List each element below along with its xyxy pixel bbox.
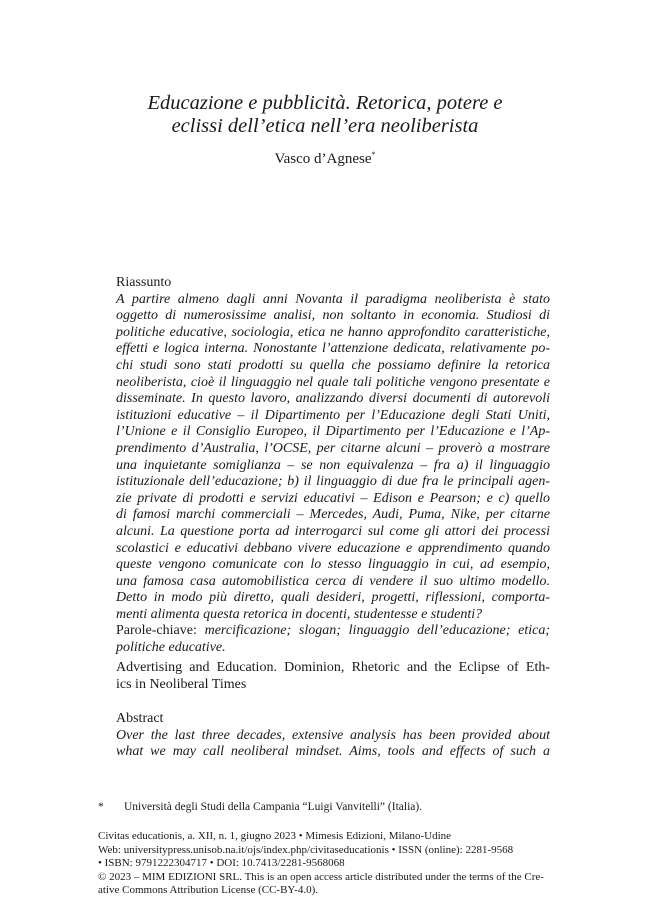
author-text: Vasco d’Agnese xyxy=(274,151,372,167)
riassunto-line: chi studi sono stati prodotti su quella che possiamo definire la retorica xyxy=(116,357,550,373)
abstract-section xyxy=(116,711,550,761)
colophon xyxy=(98,830,558,898)
abstract-line: Over the last three decades, extensive analysis has been provided about xyxy=(116,727,550,743)
riassunto-line: menti alimenta questa retorica in docenti, studentesse e studenti? xyxy=(116,606,483,622)
author-name xyxy=(60,145,590,169)
english-title-line: Advertising and Education. Dominion, Rhetoric and the Eclipse of Eth- xyxy=(116,660,550,675)
riassunto-heading: Riassunto xyxy=(116,275,172,290)
english-title xyxy=(116,660,550,693)
keywords-block xyxy=(116,623,550,656)
riassunto-line: A partire almeno dagli anni Novanta il paradigma neoliberista è stato xyxy=(116,291,550,307)
riassunto-line: politiche educative, sociologia, etica ne hanno approfondito caratteristiche, xyxy=(116,324,550,340)
riassunto-line: scolastici e educativi debbano vivere educazione e apprendimento quando xyxy=(116,540,550,556)
riassunto-line: una famosa casa automobilistica cerca di vendere il suo ultimo modello. xyxy=(116,573,550,589)
keywords-line xyxy=(116,623,550,640)
colophon-line: © 2023 – MIM EDIZIONI SRL. This is an open access article distributed under the terms of the Cre- xyxy=(98,870,544,883)
footnote xyxy=(98,800,558,814)
riassunto-line: zie private di prodotti e servizi educativi – Edison e Pearson; e c) quello xyxy=(116,490,550,506)
riassunto-text xyxy=(116,292,550,624)
title-line: Educazione e pubblicità. Retorica, potere e xyxy=(147,92,503,114)
riassunto-section xyxy=(116,275,550,657)
colophon-line: Web: universitypress.unisob.na.it/ojs/index.php/civitaseducationis • ISSN (online): 2281-9568 xyxy=(98,843,514,856)
riassunto-line: di famosi marchi commerciali – Mercedes, Audi, Puma, Nike, per citarne xyxy=(116,507,550,523)
keywords-label: Parole-chiave: xyxy=(116,623,197,639)
colophon-line: • ISBN: 9791222304717 • DOI: 10.7413/2281-9568068 xyxy=(98,857,345,870)
riassunto-line: prendimento d’Australia, l’OCSE, per citarne alcuni – proverò a mostrare xyxy=(116,440,550,456)
riassunto-line: una inquietante somiglianza – se non equivalenza – fra a) il linguaggio xyxy=(116,457,550,473)
riassunto-line: alcuni. La questione porta ad interrogarci sul come gli attori dei processi xyxy=(116,523,550,539)
colophon-line: Civitas educationis, a. XII, n. 1, giugno 2023 • Mimesis Edizioni, Milano-Udine xyxy=(98,830,452,842)
riassunto-line: disseminate. In questo lavoro, analizzando diversi documenti di autorevoli xyxy=(116,391,550,407)
author-footnote-mark: * xyxy=(371,150,376,159)
riassunto-line: istituzionale dell’educazione; b) il linguaggio di due fra le principali agen- xyxy=(116,474,550,490)
riassunto-line: istituzioni educative – il Dipartimento per l’Educazione degli Stati Uniti, xyxy=(116,407,550,423)
riassunto-line: neoliberista, cioè il linguaggio nel quale tali politiche vengono presentate e xyxy=(116,374,550,390)
riassunto-line: effetti e logica interna. Nonostante l’attenzione dedicata, relativamente po- xyxy=(116,341,550,357)
riassunto-line: queste vengono comunicate con lo stesso linguaggio in cui, ad esempio, xyxy=(116,557,550,573)
keywords-list-cont: politiche educative. xyxy=(116,640,226,656)
riassunto-line: Detto in modo più diretto, quali desideri, progetti, riflessioni, comporta- xyxy=(116,590,550,606)
riassunto-line: l’Unione e il Consiglio Europeo, il Dipartimento per l’Educazione e l’Ap- xyxy=(116,424,550,440)
abstract-line: what we may call neoliberal mindset. Aims, tools and effects of such a xyxy=(116,744,550,760)
abstract-heading: Abstract xyxy=(116,711,164,726)
colophon-line: ative Commons Attribution License (CC-BY-4.0). xyxy=(98,884,318,897)
footnote-mark: * xyxy=(98,801,104,813)
riassunto-line: oggetto di numerosissime analisi, non soltanto in economia. Studiosi di xyxy=(116,308,550,324)
footnote-text: Università degli Studi della Campania “Luigi Vanvitelli” (Italia). xyxy=(124,801,423,813)
keywords-list: mercificazione; slogan; linguaggio dell’educazione; etica; xyxy=(204,623,550,639)
article-title xyxy=(60,92,590,138)
english-title-line: ics in Neoliberal Times xyxy=(116,676,247,692)
title-line: eclissi dell’etica nell’era neoliberista xyxy=(171,115,479,137)
